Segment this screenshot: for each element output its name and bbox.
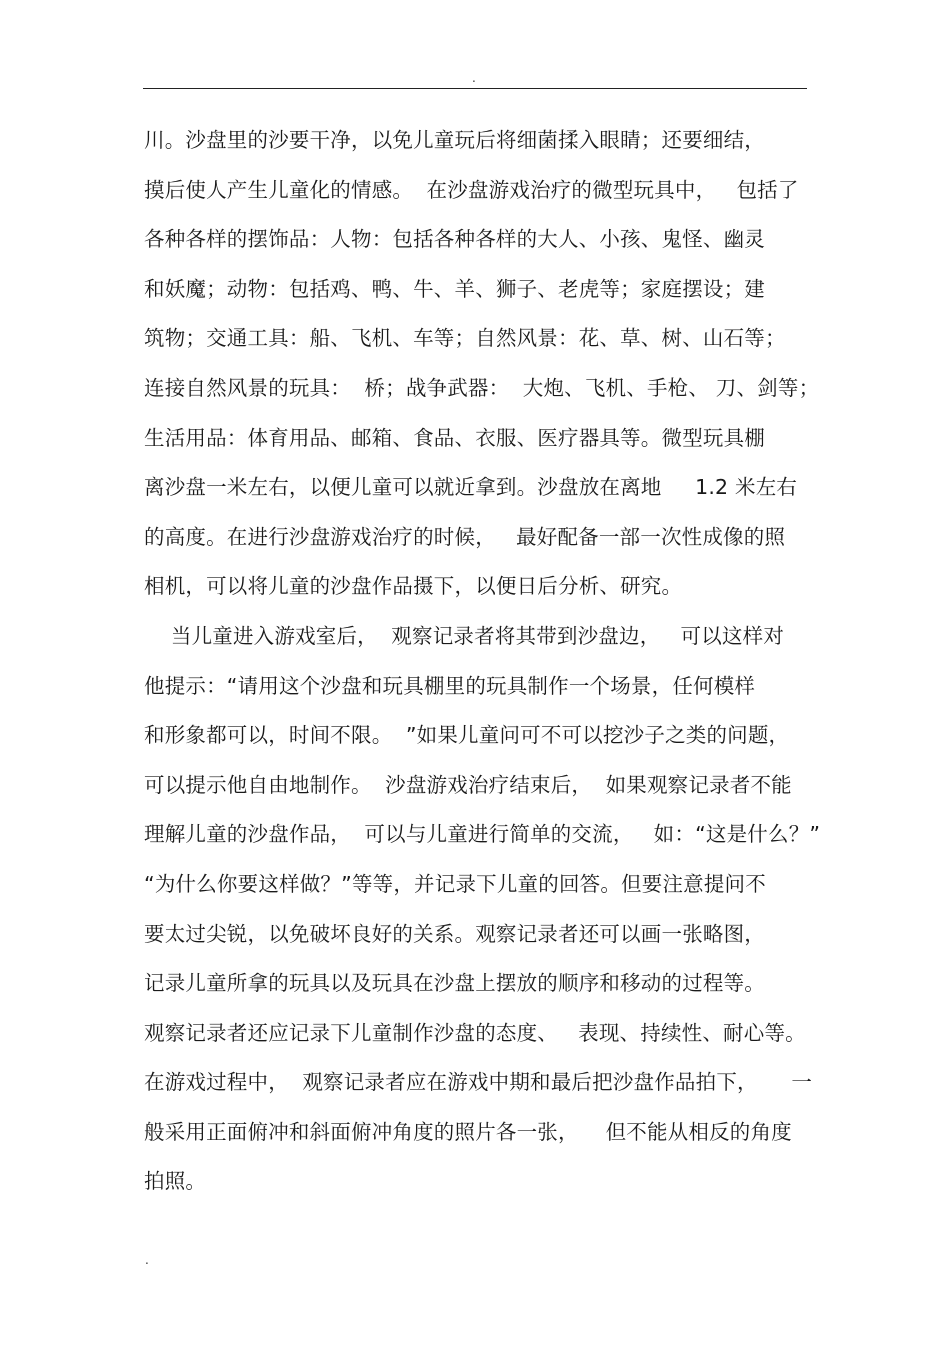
- text-line: 要太过尖锐，以免破坏良好的关系。观察记录者还可以画一张略图，: [144, 921, 765, 946]
- text-line: 可以提示他自由地制作。 沙盘游戏治疗结束后， 如果观察记录者不能: [144, 772, 792, 797]
- text-line: 般采用正面俯冲和斜面俯冲角度的照片各一张， 但不能从相反的角度: [144, 1119, 792, 1144]
- text-line: 摸后使人产生儿童化的情感。 在沙盘游戏治疗的微型玩具中， 包括了: [144, 177, 799, 202]
- text-line: 生活用品：体育用品、邮箱、食品、衣服、医疗器具等。微型玩具棚: [144, 425, 765, 450]
- text-line: 和妖魔；动物：包括鸡、鸭、牛、羊、狮子、老虎等；家庭摆设；建: [144, 276, 765, 301]
- header-rule: [143, 88, 807, 89]
- footer-mark: .: [145, 1253, 149, 1267]
- text-line: 记录儿童所拿的玩具以及玩具在沙盘上摆放的顺序和移动的过程等。: [144, 971, 765, 996]
- text-line: 观察记录者还应记录下儿童制作沙盘的态度、 表现、持续性、耐心等。: [144, 1020, 806, 1045]
- text-line: 在游戏过程中， 观察记录者应在游戏中期和最后把沙盘作品拍下， 一: [144, 1070, 813, 1095]
- text-line: 拍照。: [144, 1169, 207, 1194]
- text-line: 的高度。在进行沙盘游戏治疗的时候， 最好配备一部一次性成像的照: [144, 524, 786, 549]
- text-line: 相机，可以将儿童的沙盘作品摄下，以便日后分析、研究。: [144, 574, 683, 599]
- text-line: 理解儿童的沙盘作品， 可以与儿童进行简单的交流， 如：“这是什么？”: [144, 822, 821, 847]
- header-mark: .: [472, 71, 476, 85]
- body-text: [144, 122, 824, 1213]
- text-line: 离沙盘一米左右，以便儿童可以就近拿到。沙盘放在离地 1.2 米左右: [144, 475, 798, 500]
- text-line: “为什么你要这样做？”等等，并记录下儿童的回答。但要注意提问不: [144, 871, 766, 896]
- text-line: 和形象都可以，时间不限。 ”如果儿童问可不可以挖沙子之类的问题，: [144, 723, 790, 748]
- text-line: 川。沙盘里的沙要干净，以免儿童玩后将细菌揉入眼睛；还要细结，: [144, 128, 765, 152]
- text-line: 筑物；交通工具：船、飞机、车等；自然风景：花、草、树、山石等；: [144, 326, 786, 351]
- text-line: 他提示：“请用这个沙盘和玩具棚里的玩具制作一个场景，任何模样: [144, 673, 756, 698]
- text-line: 各种各样的摆饰品：人物：包括各种各样的大人、小孩、鬼怪、幽灵: [144, 227, 765, 252]
- text-line: 连接自然风景的玩具： 桥；战争武器： 大炮、飞机、手枪、 刀、剑等；: [144, 375, 820, 400]
- text-line: 当儿童进入游戏室后， 观察记录者将其带到沙盘边， 可以这样对: [144, 623, 785, 648]
